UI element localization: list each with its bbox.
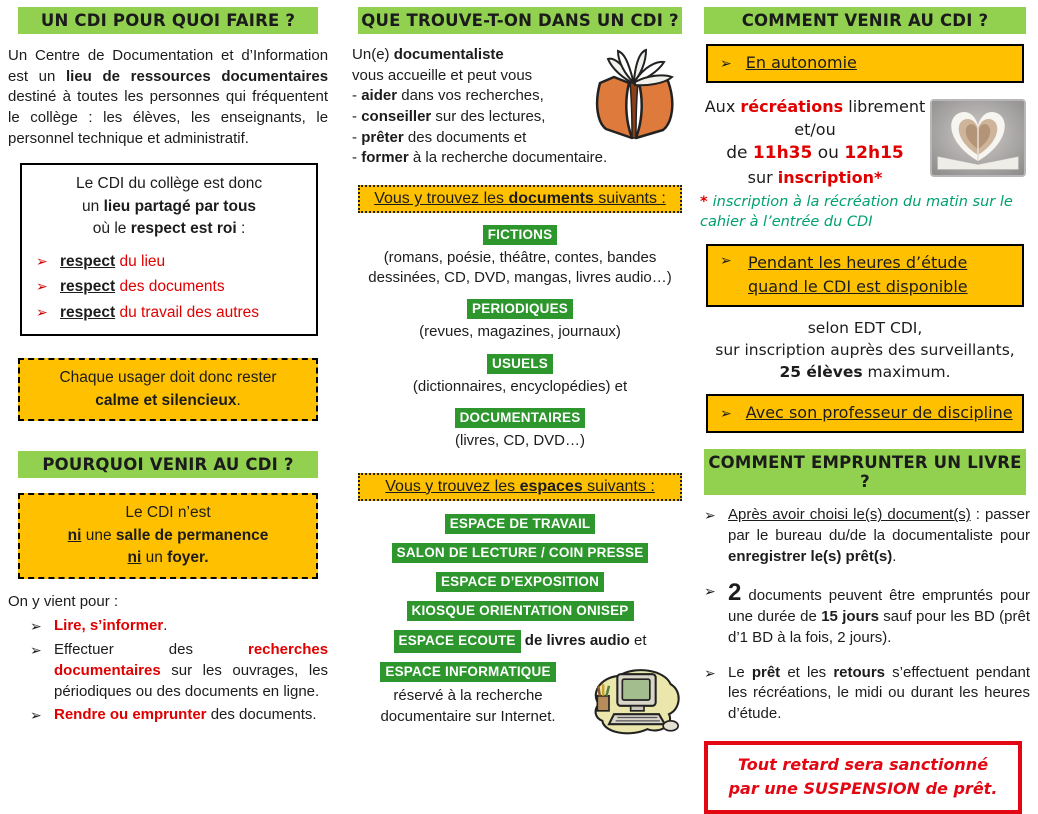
arrow-bullet-icon: ➢ bbox=[30, 618, 42, 635]
documentaliste-block bbox=[352, 45, 688, 148]
emprunt-item bbox=[700, 663, 1030, 725]
heart-book-photo bbox=[930, 95, 1030, 177]
doc-type-fictions bbox=[352, 225, 688, 287]
recre-line: sur inscription* bbox=[747, 168, 883, 188]
documentaliste-line: - former à la recherche documentaire. bbox=[352, 149, 608, 167]
documentaliste-text bbox=[352, 45, 584, 148]
late-return-warning-box bbox=[704, 741, 1022, 814]
section-header-que-trouve: QUE TROUVE-T-ON DANS UN CDI ? bbox=[358, 7, 682, 34]
respect-list bbox=[32, 251, 306, 324]
doc-type-usuels bbox=[352, 354, 688, 397]
viens-intro: On y vient pour : bbox=[8, 592, 119, 610]
viens-item bbox=[26, 640, 328, 702]
viens-item bbox=[26, 705, 328, 726]
edt-line: selon EDT CDI, bbox=[807, 319, 923, 338]
viens-item bbox=[26, 616, 328, 637]
arrow-bullet-icon: ➢ bbox=[36, 278, 48, 295]
espace-informatique-badge: ESPACE INFORMATIQUE bbox=[380, 662, 555, 682]
espace-exposition-badge: ESPACE D’EXPOSITION bbox=[436, 572, 604, 592]
open-book-icon bbox=[584, 45, 688, 143]
intro-paragraph: Un Centre de Documentation et d’Information est un lieu de ressources documentaires destiné à toutes les personnes qui fréquentent le collège : les élèves, les enseignants, le personnel technique et administratif. bbox=[8, 47, 329, 147]
viens-list bbox=[26, 616, 328, 726]
recreations-block bbox=[700, 95, 1030, 189]
doc-type-documentaires bbox=[352, 408, 688, 451]
calm-box bbox=[18, 358, 318, 421]
arrow-bullet-icon: ➢ bbox=[36, 303, 48, 320]
professeur-label: Avec son professeur de discipline bbox=[745, 403, 1013, 423]
espace-row bbox=[352, 543, 688, 563]
respect-box-line: Le CDI du collège est donc bbox=[75, 175, 263, 193]
respect-item bbox=[32, 276, 306, 298]
arrow-bullet-icon: ➢ bbox=[704, 507, 716, 524]
espaces-strip: Vous y trouvez les espaces suivants : bbox=[358, 473, 682, 501]
ni-box-line: ni un foyer. bbox=[127, 549, 209, 567]
fictions-badge: FICTIONS bbox=[483, 225, 558, 245]
inscription-note: * inscription à la récréation du matin sur le cahier à l’entrée du CDI bbox=[700, 194, 1013, 230]
respect-item bbox=[32, 302, 306, 324]
emprunt-list bbox=[700, 505, 1030, 724]
espace-ecoute-row bbox=[352, 630, 688, 654]
documentaires-badge: DOCUMENTAIRES bbox=[455, 408, 586, 428]
warning-line: par une SUSPENSION de prêt. bbox=[728, 779, 998, 799]
arrow-bullet-icon: ➢ bbox=[704, 664, 716, 681]
computer-icon bbox=[584, 662, 688, 738]
professeur-box bbox=[706, 394, 1024, 433]
respect-box-line: un lieu partagé par tous bbox=[82, 197, 257, 215]
autonomy-label: En autonomie bbox=[745, 53, 857, 72]
section-header-un-cdi: UN CDI POUR QUOI FAIRE ? bbox=[18, 7, 318, 34]
documentaliste-line: - prêter des documents et bbox=[352, 128, 527, 146]
calm-box-line: calme et silencieux. bbox=[95, 391, 241, 409]
ni-box-line: ni une salle de permanence bbox=[67, 526, 269, 544]
respect-box-line: où le respect est roi : bbox=[92, 220, 246, 238]
informatique-line: réservé à la recherche bbox=[393, 687, 543, 705]
arrow-bullet-icon: ➢ bbox=[720, 406, 732, 423]
respect-item-text: respect du lieu bbox=[60, 252, 166, 270]
panel-right bbox=[700, 7, 1030, 799]
espace-informatique-text bbox=[352, 662, 584, 727]
edt-block bbox=[700, 318, 1030, 383]
emprunt-item-text: 2 documents peuvent être empruntés pour une durée de 15 jours sauf pour les BD (prêt d’1 BD à la fois, 2 jours). bbox=[728, 579, 1030, 646]
etude-box bbox=[706, 244, 1024, 307]
arrow-bullet-icon: ➢ bbox=[704, 583, 716, 600]
emprunt-item bbox=[700, 505, 1030, 567]
recre-line: Aux récréations librement bbox=[704, 97, 926, 116]
autonomy-box bbox=[706, 44, 1024, 83]
edt-line: sur inscription auprès des surveillants, bbox=[715, 341, 1015, 360]
espace-informatique-block bbox=[352, 662, 688, 738]
espace-row bbox=[352, 601, 688, 621]
section-header-comment-emprunter: COMMENT EMPRUNTER UN LIVRE ? bbox=[704, 449, 1026, 495]
salon-lecture-badge: SALON DE LECTURE / COIN PRESSE bbox=[392, 543, 649, 563]
documentaliste-line: Un(e) documentaliste bbox=[352, 46, 504, 63]
respect-item-text: respect des documents bbox=[60, 278, 225, 296]
documentaliste-line: - conseiller sur des lectures, bbox=[352, 108, 546, 126]
arrow-bullet-icon: ➢ bbox=[36, 252, 48, 269]
periodiques-badge: PERIODIQUES bbox=[467, 299, 573, 319]
respect-item bbox=[32, 251, 306, 273]
viens-item-text: Lire, s’informer. bbox=[54, 617, 168, 635]
respect-item-text: respect du travail des autres bbox=[60, 303, 260, 321]
respect-box bbox=[20, 163, 318, 336]
fictions-desc: (romans, poésie, théâtre, contes, bandes dessinées, CD, DVD, mangas, livres audio…) bbox=[368, 249, 672, 286]
recre-line: de 11h35 ou 12h15 bbox=[726, 143, 904, 164]
kiosque-onisep-badge: KIOSQUE ORIENTATION ONISEP bbox=[407, 601, 634, 621]
documentaires-desc: (livres, CD, DVD…) bbox=[455, 432, 586, 450]
periodiques-desc: (revues, magazines, journaux) bbox=[419, 323, 621, 341]
arrow-bullet-icon: ➢ bbox=[720, 253, 732, 270]
warning-line: Tout retard sera sanctionné bbox=[737, 754, 989, 774]
documentaliste-line: vous accueille et peut vous bbox=[352, 66, 533, 84]
arrow-bullet-icon: ➢ bbox=[720, 56, 732, 72]
viens-item-text: Rendre ou emprunter des documents. bbox=[54, 706, 317, 724]
usuels-badge: USUELS bbox=[487, 354, 553, 374]
espace-ecoute-after: de livres audio et bbox=[520, 631, 647, 649]
emprunt-item-text: Après avoir choisi le(s) document(s) : passer par le bureau du/de la documentaliste pour enregistrer le(s) prêt(s). bbox=[728, 506, 1030, 565]
espace-row bbox=[352, 514, 688, 534]
viens-item-text: Effectuer des recherches documentaires sur les ouvrages, les périodiques ou des documents en ligne. bbox=[54, 641, 329, 700]
ni-box-line: Le CDI n’est bbox=[125, 504, 211, 522]
emprunt-item-text: Le prêt et les retours s’effectuent pendant les récréations, le midi ou durant les heures d’étude. bbox=[728, 663, 1030, 722]
recre-line: et/ou bbox=[794, 120, 836, 140]
ni-box bbox=[18, 493, 318, 578]
edt-line: 25 élèves maximum. bbox=[779, 362, 951, 381]
espace-travail-badge: ESPACE DE TRAVAIL bbox=[445, 514, 596, 534]
etude-label: Pendant les heures d’étude quand le CDI est disponible bbox=[748, 253, 968, 297]
informatique-line: documentaire sur Internet. bbox=[380, 707, 556, 725]
recreations-text bbox=[700, 95, 930, 189]
arrow-bullet-icon: ➢ bbox=[30, 642, 42, 659]
usuels-desc: (dictionnaires, encyclopédies) et bbox=[412, 377, 628, 395]
espace-row bbox=[352, 572, 688, 592]
section-header-pourquoi: POURQUOI VENIR AU CDI ? bbox=[18, 451, 318, 478]
doc-type-periodiques bbox=[352, 299, 688, 342]
section-header-comment-venir: COMMENT VENIR AU CDI ? bbox=[704, 7, 1026, 34]
documents-strip: Vous y trouvez les documents suivants : bbox=[358, 185, 682, 213]
panel-left bbox=[8, 7, 329, 724]
emprunt-item bbox=[700, 581, 1030, 648]
espace-ecoute-badge: ESPACE ECOUTE bbox=[394, 630, 521, 654]
panel-center bbox=[352, 7, 688, 725]
arrow-bullet-icon: ➢ bbox=[30, 707, 42, 724]
calm-box-line: Chaque usager doit donc rester bbox=[59, 369, 277, 387]
documentaliste-line: - aider dans vos recherches, bbox=[352, 87, 544, 105]
